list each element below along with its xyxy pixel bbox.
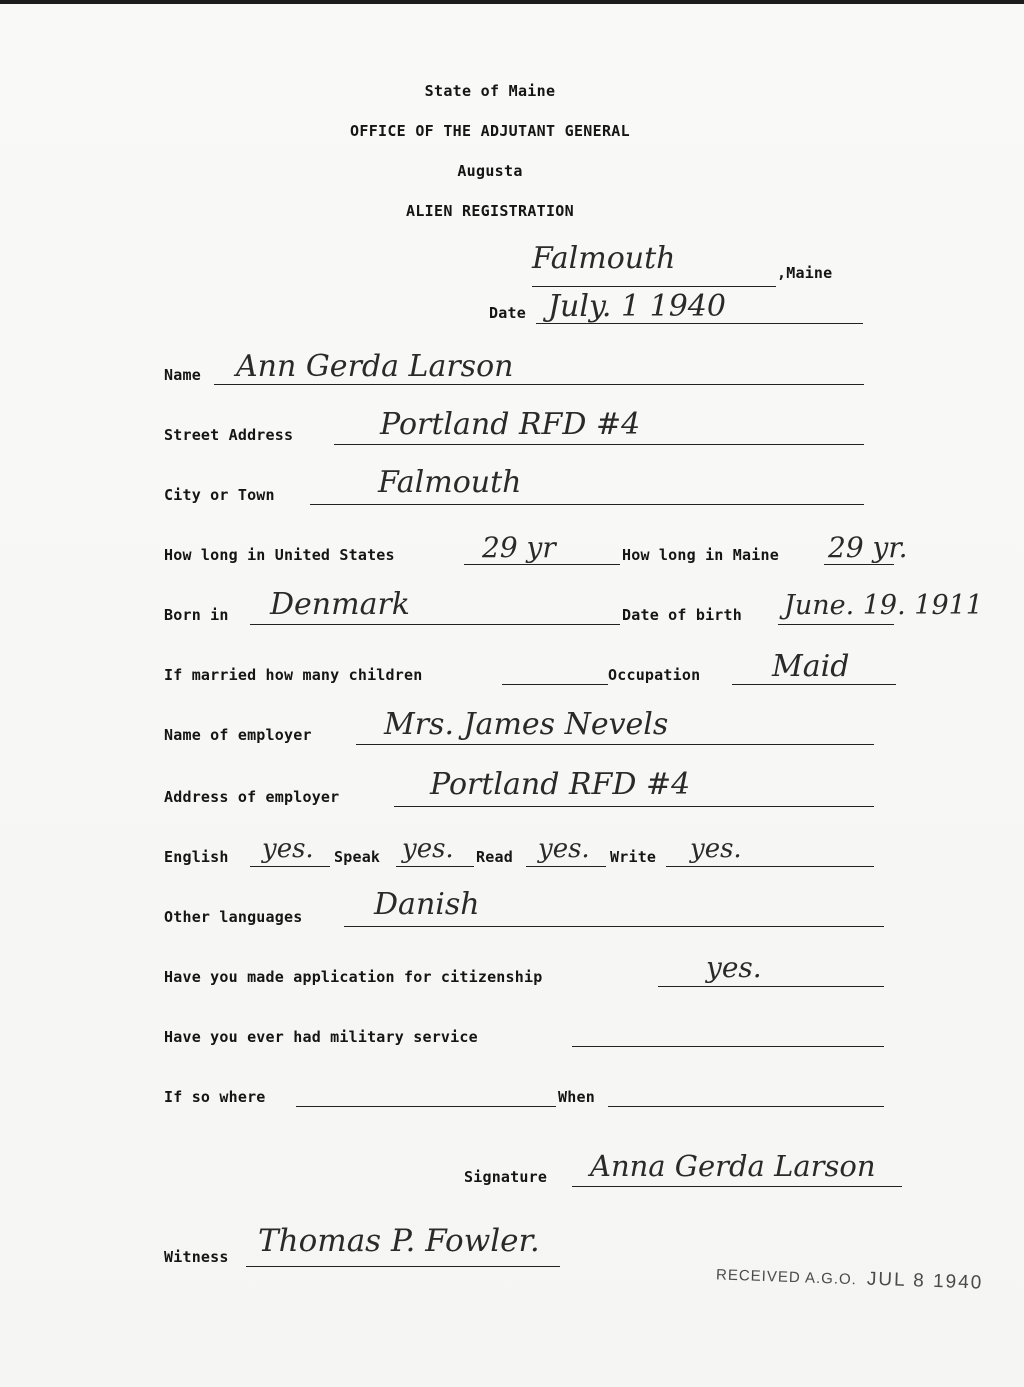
other-languages-label: Other languages [164, 908, 303, 926]
employer-address-entry: Portland RFD #4 [430, 767, 691, 802]
citizenship-line [658, 986, 884, 987]
name-label: Name [164, 366, 201, 384]
city-or-town-label: City or Town [164, 486, 275, 504]
military-service-label: Have you ever had military service [164, 1028, 478, 1046]
speak-entry: yes. [402, 834, 454, 864]
received-stamp [716, 1263, 984, 1294]
witness-entry: Thomas P. Fowler. [258, 1223, 540, 1259]
city-or-town-entry: Falmouth [378, 465, 522, 500]
name-entry: Ann Gerda Larson [236, 349, 514, 384]
how-long-maine-entry: 29 yr. [828, 531, 908, 564]
born-in-entry: Denmark [270, 587, 410, 622]
town-line [532, 286, 776, 287]
state-heading: State of Maine [424, 82, 556, 100]
when-label: When [558, 1088, 595, 1106]
read-label: Read [476, 848, 513, 866]
signature-label: Signature [464, 1168, 548, 1186]
date-entry: July. 1 1940 [548, 289, 726, 324]
witness-line [246, 1266, 560, 1267]
other-languages-line [344, 926, 884, 927]
military-service-line [572, 1046, 884, 1047]
city-heading: Augusta [457, 162, 523, 180]
city-or-town-line [310, 504, 864, 505]
employer-name-label: Name of employer [164, 726, 312, 744]
date-of-birth-label: Date of birth [622, 606, 742, 624]
street-address-label: Street Address [164, 426, 294, 444]
name-line [214, 384, 864, 385]
married-children-line [502, 684, 608, 685]
form-title: ALIEN REGISTRATION [406, 202, 574, 220]
witness-label: Witness [164, 1248, 229, 1266]
how-long-us-label: How long in United States [164, 546, 395, 564]
street-address-entry: Portland RFD #4 [380, 407, 641, 442]
english-entry: yes. [262, 834, 314, 864]
occupation-line [732, 684, 896, 685]
other-languages-entry: Danish [374, 887, 480, 922]
street-address-line [334, 444, 864, 445]
top-border [0, 0, 1024, 4]
received-stamp-date: JUL 8 1940 [866, 1268, 984, 1294]
occupation-label: Occupation [608, 666, 701, 684]
maine-suffix-label: ,Maine [777, 264, 833, 282]
how-long-us-entry: 29 yr [482, 531, 556, 564]
write-entry: yes. [690, 834, 742, 864]
employer-address-line [394, 806, 874, 807]
how-long-us-line [464, 564, 620, 565]
if-so-where-label: If so where [164, 1088, 266, 1106]
citizenship-entry: yes. [706, 951, 762, 984]
citizenship-label: Have you made application for citizenship [164, 968, 543, 986]
signature-line [572, 1186, 902, 1187]
english-label: English [164, 848, 229, 866]
read-line [526, 866, 606, 867]
write-line [666, 866, 874, 867]
how-long-maine-line [824, 564, 894, 565]
english-line [250, 866, 330, 867]
employer-address-label: Address of employer [164, 788, 340, 806]
town-entry: Falmouth [532, 241, 676, 276]
if-so-where-line [296, 1106, 556, 1107]
how-long-maine-label: How long in Maine [622, 546, 779, 564]
occupation-entry: Maid [772, 649, 850, 684]
date-line [536, 323, 863, 324]
born-in-line [250, 624, 620, 625]
read-entry: yes. [538, 834, 590, 864]
date-of-birth-line [778, 624, 894, 625]
employer-name-line [356, 744, 874, 745]
office-heading: OFFICE OF THE ADJUTANT GENERAL [350, 122, 630, 140]
signature-entry: Anna Gerda Larson [590, 1149, 876, 1183]
speak-line [396, 866, 474, 867]
received-stamp-text: RECEIVED A.G.O. [715, 1266, 858, 1289]
married-children-label: If married how many children [164, 666, 423, 684]
employer-name-entry: Mrs. James Nevels [384, 707, 669, 742]
date-label: Date [489, 304, 526, 322]
write-label: Write [610, 848, 657, 866]
date-of-birth-entry: June. 19. 1911 [784, 590, 983, 621]
speak-label: Speak [334, 848, 381, 866]
when-line [608, 1106, 884, 1107]
born-in-label: Born in [164, 606, 229, 624]
